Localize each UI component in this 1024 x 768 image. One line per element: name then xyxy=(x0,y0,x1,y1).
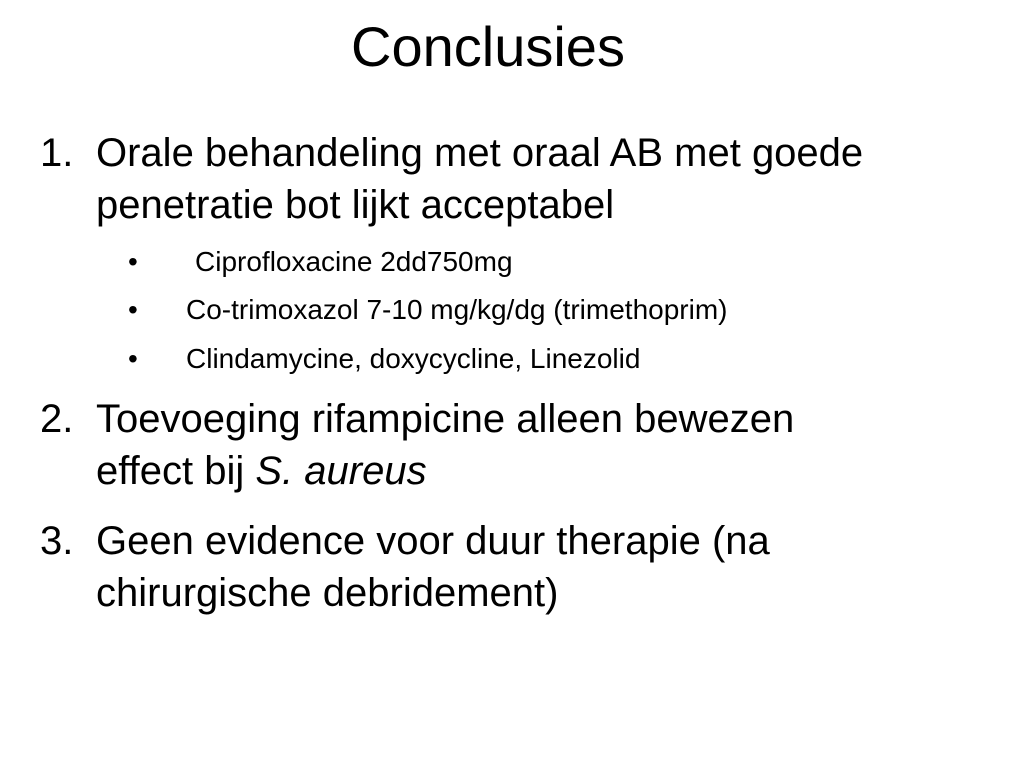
item-number: 1. xyxy=(40,131,74,175)
item-text-line: Orale behandeling met oraal AB met goede xyxy=(96,131,864,175)
sub-item-text: Ciprofloxacine 2dd750mg xyxy=(195,246,513,277)
item-text-line: chirurgische debridement) xyxy=(96,571,559,615)
item-text-line: Geen evidence voor duur therapie (na xyxy=(96,519,770,563)
item-text xyxy=(96,127,996,231)
species-name: S. aureus xyxy=(255,449,427,493)
sub-item-text: Co-trimoxazol 7-10 mg/kg/dg (trimethoprim) xyxy=(186,294,728,325)
item-text-line: penetratie bot lijkt acceptabel xyxy=(96,183,615,227)
item-text-plain: effect bij xyxy=(96,449,256,493)
item-text xyxy=(96,393,996,497)
item-text-line: Toevoeging rifampicine alleen bewezen xyxy=(96,397,795,441)
item-number: 2. xyxy=(40,397,74,441)
item-number: 3. xyxy=(40,519,74,563)
bullet-icon: • xyxy=(128,246,138,277)
bullet-icon: • xyxy=(128,343,138,374)
bullet-icon: • xyxy=(128,294,138,325)
item-text xyxy=(96,515,996,619)
slide-title: Conclusies xyxy=(351,15,625,78)
sub-item-text: Clindamycine, doxycycline, Linezolid xyxy=(186,343,641,374)
item-text-line xyxy=(96,445,996,497)
